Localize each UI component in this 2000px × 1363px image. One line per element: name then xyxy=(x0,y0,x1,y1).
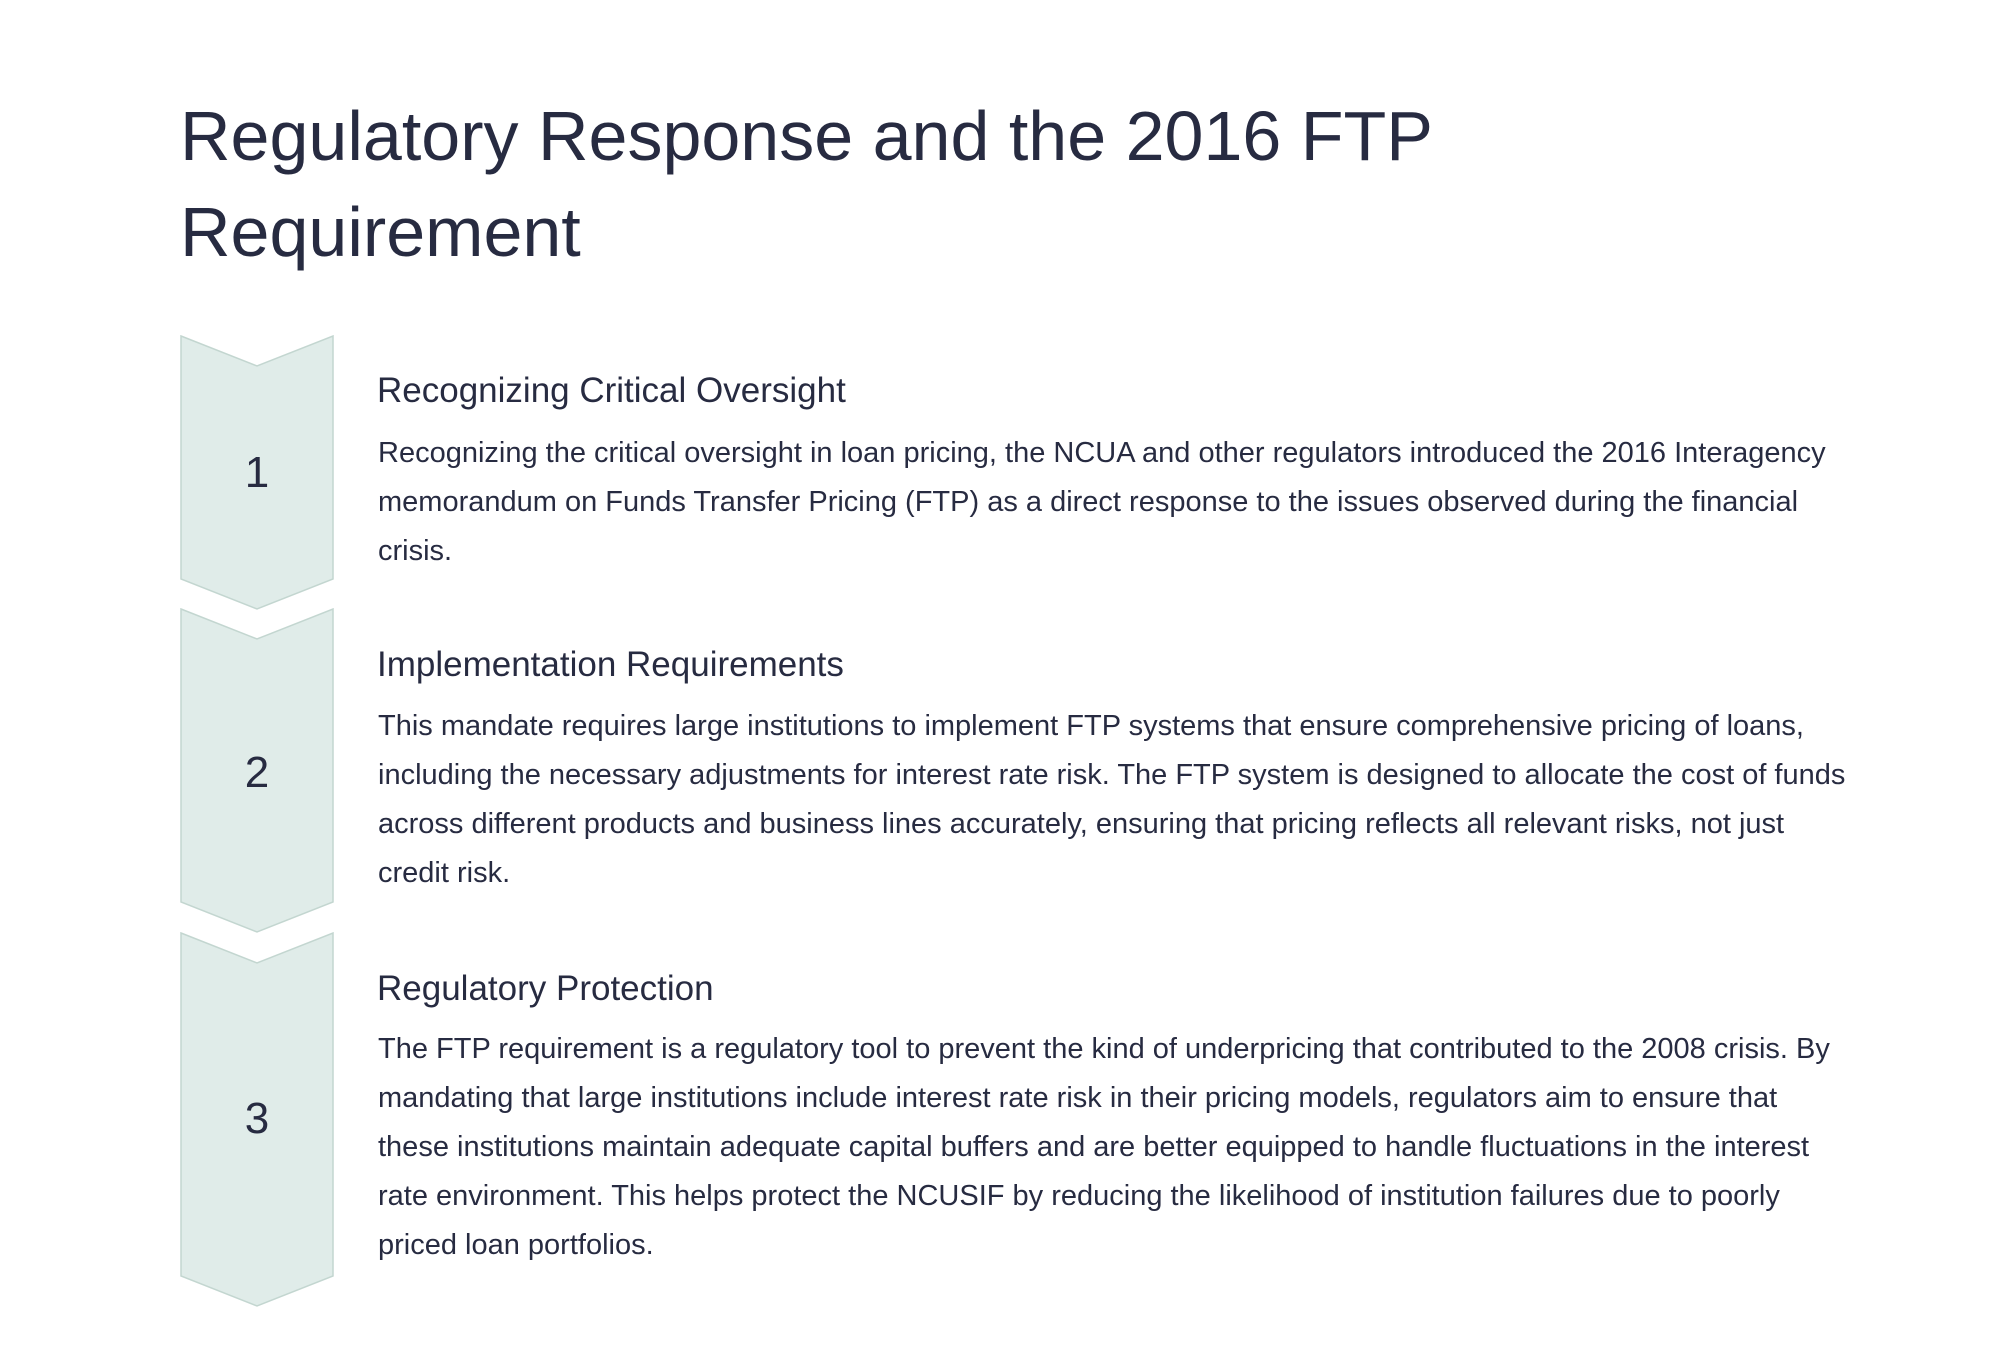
process-step-3 xyxy=(180,932,1840,1307)
step-number: 3 xyxy=(244,1094,270,1143)
step-number: 2 xyxy=(244,748,270,797)
step-description: Recognizing the critical oversight in loan pricing, the NCUA and other regulators introduced the 2016 Interagency memorandum on Funds Transfer Pricing (FTP) as a direct response to the issues observed during the financial crisis. xyxy=(378,437,1826,567)
step-description: This mandate requires large institutions to implement FTP systems that ensure comprehensive pricing of loans, including the necessary adjustments for interest rate risk. The FTP system is designed to allocate the cost of funds across different products and business lines accurately, ensuring that pricing reflects all relevant risks, not just credit risk. xyxy=(378,710,1846,889)
process-step-1 xyxy=(180,335,1840,610)
page-title: Regulatory Response and the 2016 FTP Requirement xyxy=(180,97,1432,271)
process-step-2 xyxy=(180,608,1846,933)
step-heading: Recognizing Critical Oversight xyxy=(377,371,846,410)
step-description: The FTP requirement is a regulatory tool to prevent the kind of underpricing that contributed to the 2008 crisis. By mandating that large institutions include interest rate risk in their pricing models, regulators aim to ensure that these institutions maintain adequate capital buffers and are better equipped to handle fluctuations in the interest rate environment. This helps protect the NCUSIF by reducing the likelihood of institution failures due to poorly priced loan portfolios. xyxy=(378,1033,1830,1261)
step-number: 1 xyxy=(244,448,270,497)
step-heading: Regulatory Protection xyxy=(377,969,714,1008)
step-heading: Implementation Requirements xyxy=(377,645,844,684)
